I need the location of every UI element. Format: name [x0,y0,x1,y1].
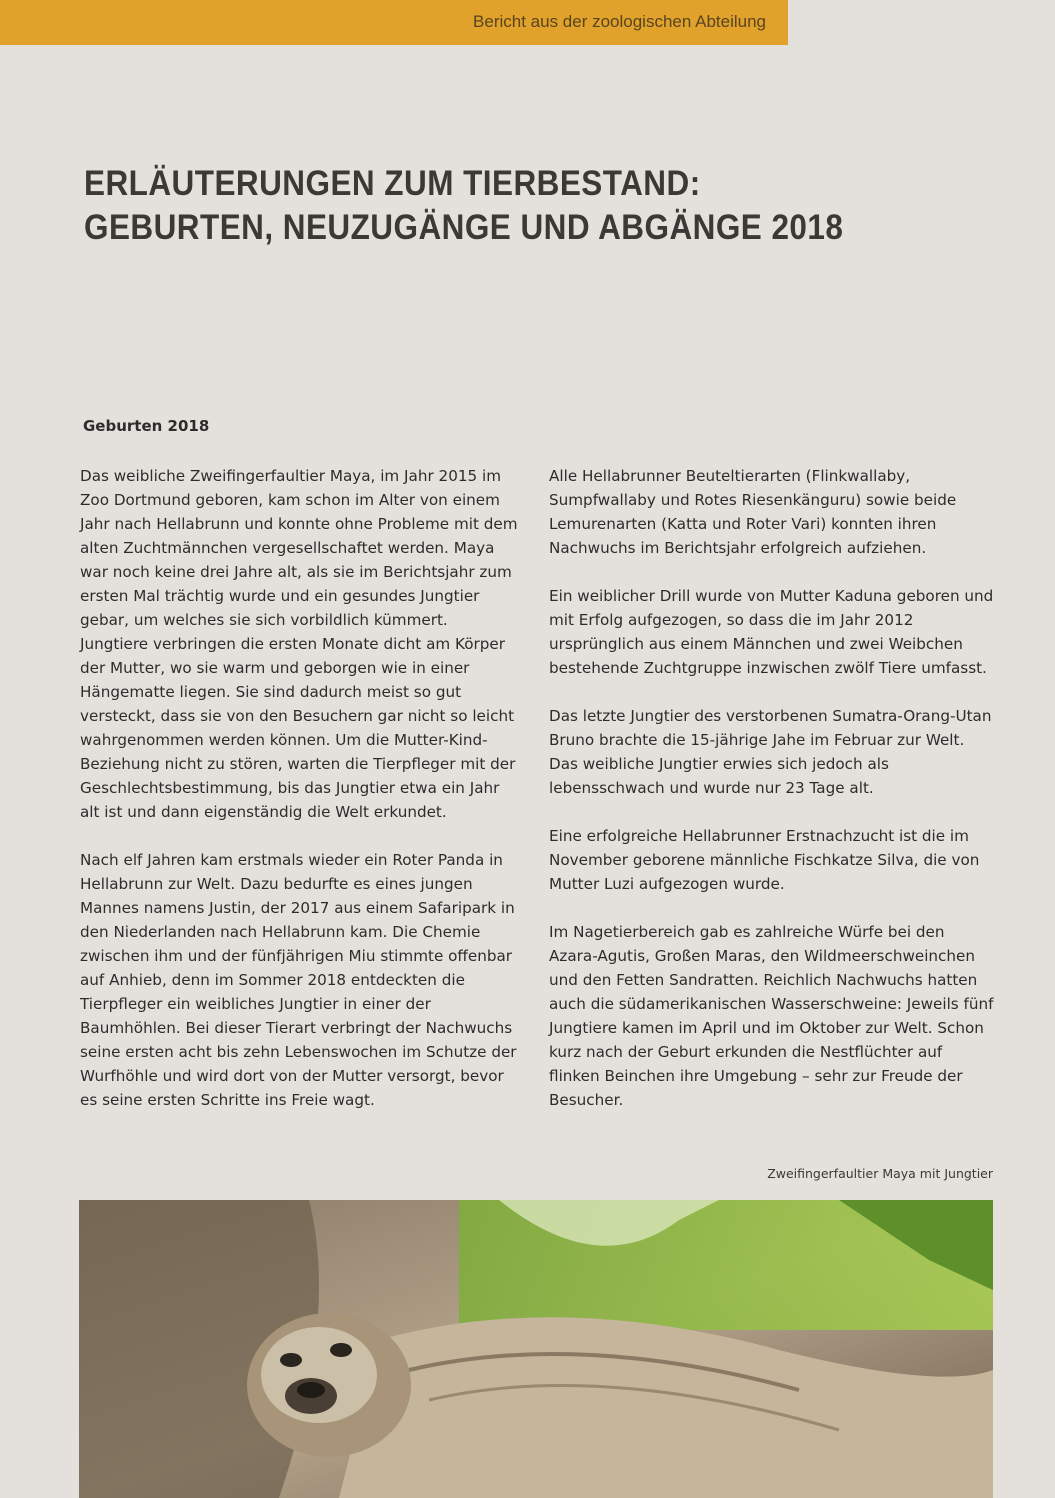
title-line-2: GEBURTEN, NEUZUGÄNGE UND ABGÄNGE 2018 [84,208,844,247]
photo-caption: Zweifingerfaultier Maya mit Jungtier [767,1166,993,1181]
right-column [549,464,997,1136]
paragraph: Das weibliche Zweifingerfaultier Maya, im Jahr 2015 im Zoo Dortmund geboren, kam schon im Alter von einem Jahr nach Hellabrunn und konnte ohne Probleme mit dem alten Zuchtmännchen vergesellschaftet werden. Maya war noch keine drei Jahre alt, als sie im Berichtsjahr zum ersten Mal trächtig wurde und ein gesundes Jungtier gebar, um welches sie sich vorbildlich kümmert. Jungtiere verbringen die ersten Monate dicht am Körper der Mutter, wo sie warm und geborgen wie in einer Hängematte liegen. Sie sind dadurch meist so gut versteckt, dass sie von den Besuchern gar nicht so leicht wahrgenommen werden können. Um die Mutter-Kind-Beziehung nicht zu stören, warten die Tierpfleger mit der Geschlechtsbestimmung, bis das Jungtier etwa ein Jahr alt ist und dann eigenständig die Welt erkundet. [80,467,518,821]
paragraph: Ein weiblicher Drill wurde von Mutter Kaduna geboren und mit Erfolg aufgezogen, so dass die im Jahr 2012 ursprünglich aus einem Männchen und zwei Weibchen bestehende Zuchtgruppe inzwischen zwölf Tiere umfasst. [549,587,994,677]
sloth-photo [79,1200,993,1498]
paragraph: Alle Hellabrunner Beuteltierarten (Flinkwallaby, Sumpfwallaby und Rotes Riesenkänguru) sowie beide Lemurenarten (Katta und Roter Vari) konnten ihren Nachwuchs im Berichtsjahr erfolgreich aufziehen. [549,467,957,557]
section-heading: Geburten 2018 [83,417,210,435]
page-title [84,162,844,250]
paragraph: Das letzte Jungtier des verstorbenen Sumatra-Orang-Utan Bruno brachte die 15-jährige Jahe im Februar zur Welt. Das weibliche Jungtier erwies sich jedoch als lebensschwach und wurde nur 23 Tage alt. [549,707,992,797]
sloth-illustration [79,1200,993,1498]
paragraph: Im Nagetierbereich gab es zahlreiche Würfe bei den Azara-Agutis, Großen Maras, den Wildmeerschweinchen und den Fetten Sandratten. Reichlich Nachwuchs hatten auch die südamerikanischen Wasserschweine: Jeweils fünf Jungtiere kamen im April und im Oktober zur Welt. Schon kurz nach der Geburt erkunden die Nestflüchter auf flinken Beinchen ihre Umgebung – sehr zur Freude der Besucher. [549,923,994,1109]
header-bar [0,0,788,45]
header-label: Bericht aus der zoologischen Abteilung [473,12,766,31]
title-line-1: ERLÄUTERUNGEN ZUM TIERBESTAND: [84,164,701,203]
left-column [80,464,520,1136]
paragraph: Eine erfolgreiche Hellabrunner Erstnachzucht ist die im November geborene männliche Fischkatze Silva, die von Mutter Luzi aufgezogen wurde. [549,827,980,893]
paragraph: Nach elf Jahren kam erstmals wieder ein Roter Panda in Hellabrunn zur Welt. Dazu bedurfte es eines jungen Mannes namens Justin, der 2017 aus einem Safaripark in den Niederlanden nach Hellabrunn kam. Die Chemie zwischen ihm und der fünfjährigen Miu stimmte offenbar auf Anhieb, denn im Sommer 2018 entdeckten die Tierpfleger ein weibliches Jungtier in einer der Baumhöhlen. Bei dieser Tierart verbringt der Nachwuchs seine ersten acht bis zehn Lebenswochen im Schutze der Wurfhöhle und wird dort von der Mutter versorgt, bevor es seine ersten Schritte ins Freie wagt. [80,851,517,1109]
